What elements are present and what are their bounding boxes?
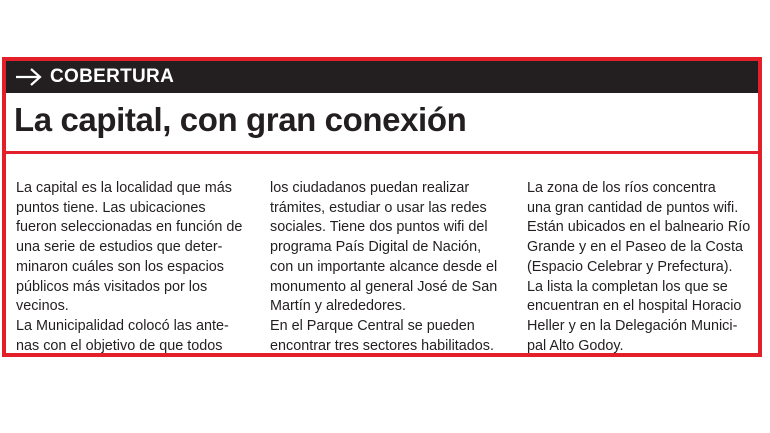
article-headline: La capital, con gran conexión (14, 101, 467, 138)
headline-divider (6, 151, 758, 154)
body-column-1: La capital es la localidad que más puntos tiene. Las ubicaciones fueron seleccionadas en función de una serie de estudios que deter- minaron cuáles son los espacios públicos más visitados por los vecinos. La Municipalidad colocó las ante- nas con el objetivo de que todos (16, 180, 243, 354)
section-header-bar (6, 61, 758, 93)
section-label: COBERTURA (50, 66, 175, 87)
article-box (2, 57, 762, 357)
right-arrow-icon (14, 66, 44, 88)
body-column-2: los ciudadanos puedan realizar trámites, estudiar o usar las redes sociales. Tiene dos puntos wifi del programa País Digital de Nación, con un importante alcance desde el monumento al general José de San Martín y alrededores. En el Parque Central se pueden encontrar tres sectores habilitados. (270, 180, 498, 354)
body-column-3: La zona de los ríos concentra una gran cantidad de puntos wifi. Están ubicados en el balneario Río Grande y en el Paseo de la Costa (Espacio Celebrar y Prefectura). La lista la completan los que se encuentran en el hospital Horacio Heller y en la Delegación Munici- pal Alto Godoy. (527, 180, 751, 354)
